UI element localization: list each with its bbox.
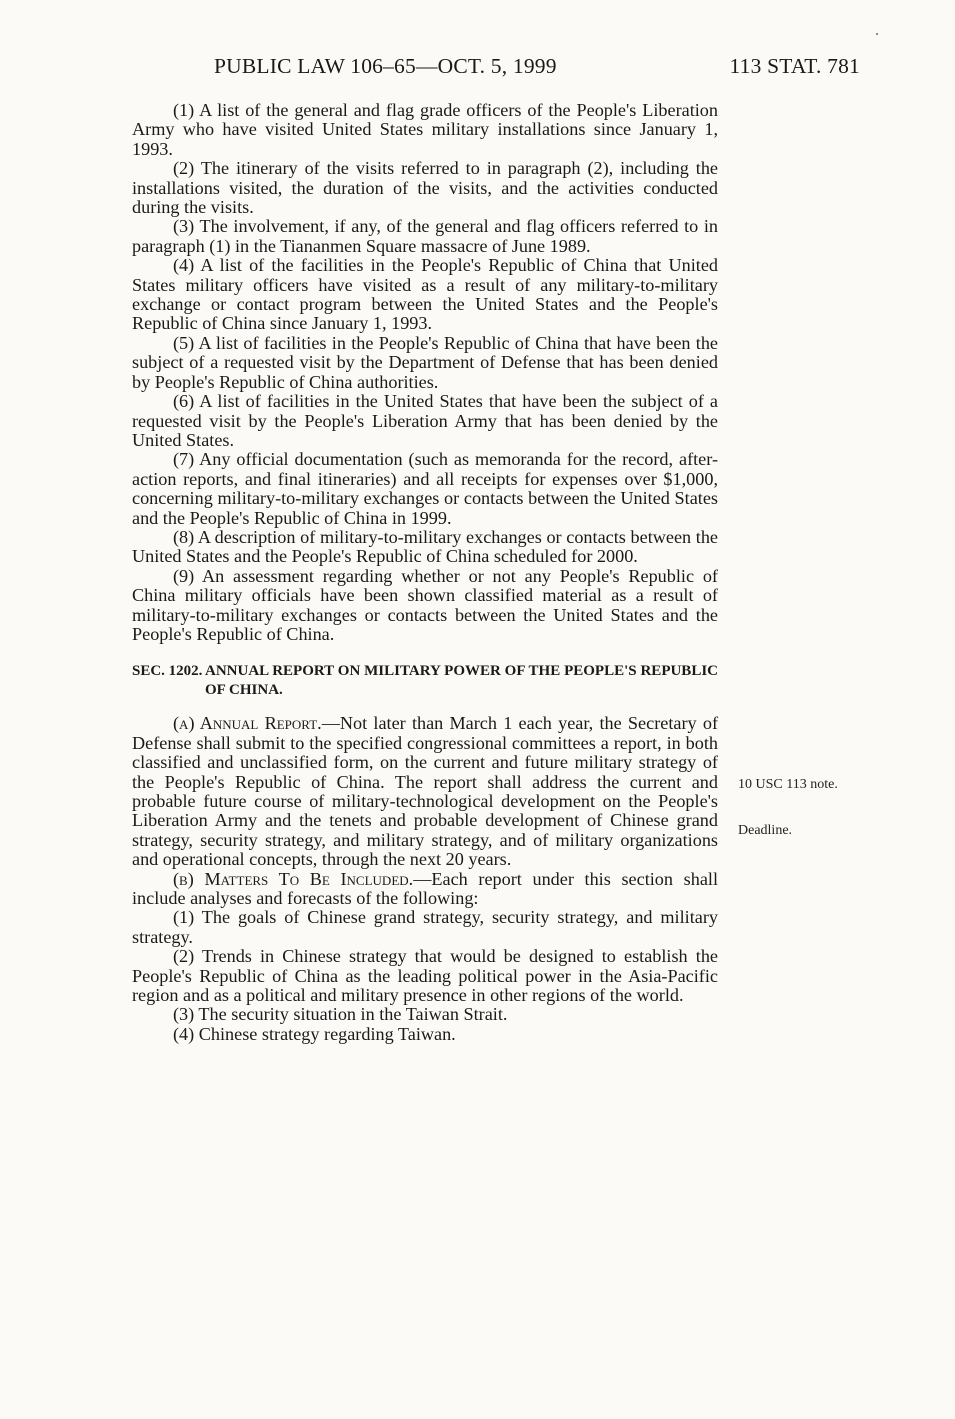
list-item: (4) Chinese strategy regarding Taiwan. [173, 1023, 456, 1044]
section-heading [132, 662, 718, 700]
margin-note-usc: 10 USC 113 note. [738, 777, 838, 792]
subsection-b-heading: (b) Matters To Be Included. [173, 868, 414, 889]
list-item: (1) A list of the general and flag grade officers of the People's Liberation Army who have visited United States military installations since January 1, 1993. [132, 100, 718, 159]
margin-note-deadline: Deadline. [738, 823, 793, 838]
page-header [214, 54, 860, 84]
section-title: ANNUAL REPORT ON MILITARY POWER OF THE PEOPLE'S REPUBLIC OF CHINA. [205, 663, 718, 699]
subsection-a-heading: (a) Annual Report. [173, 713, 322, 734]
list-item: (6) A list of facilities in the United States that have been the subject of a requested visit by the People's Liberation Army that has been denied by the United States. [132, 391, 718, 450]
list-item: (4) A list of the facilities in the People's Republic of China that United States military officers have visited as a result of any military-to-military exchange or contact program between the United States and the People's Republic of China since January 1, 1993. [132, 255, 718, 334]
header-law-citation: PUBLIC LAW 106–65—OCT. 5, 1999 [214, 54, 557, 78]
list-item: (8) A description of military-to-military exchanges or contacts between the United States and the People's Republic of China scheduled for 2000. [132, 526, 718, 567]
list-item: (2) The itinerary of the visits referred to in paragraph (2), including the installations visited, the duration of the visits, and the activities conducted during the visits. [132, 158, 718, 218]
list-item: (3) The involvement, if any, of the general and flag officers referred to in paragraph (1) in the Tiananmen Square massacre of June 1989. [132, 216, 718, 256]
list-item: (2) Trends in Chinese strategy that would be designed to establish the People's Republic of China as the leading political power in the Asia-Pacific region and as a political and military presence in other regions of the world. [132, 946, 718, 1006]
list-item: (3) The security situation in the Taiwan Strait. [173, 1004, 508, 1025]
section-number: SEC. 1202. [132, 663, 203, 680]
list-item: (9) An assessment regarding whether or not any People's Republic of China military officials have been shown classified material as a result of military-to-military exchanges or contacts between the United States and the People's Republic of China. [132, 565, 718, 644]
subsection-a [132, 714, 718, 869]
subsection-a-text: —Not later than March 1 each year, the Secretary of Defense shall submit to the specified congressional committees a report, in both classified and unclassified form, on the current and future military strategy of the People's Republic of China. The report shall address the current and probable future course of military-technological development on the People's Liberation Army and the tenets and probable development of Chinese grand strategy, security strategy, and military strategy, and of military organizations and operational concepts, through the next 20 years. [132, 713, 718, 870]
subsection-b [132, 870, 718, 909]
scan-speck [876, 33, 878, 35]
list-item: (1) The goals of Chinese grand strategy, security strategy, and military strategy. [132, 907, 718, 947]
list-item: (5) A list of facilities in the People's Republic of China that have been the subject of a requested visit by the Department of Defense that has been denied by People's Republic of China authorities. [132, 332, 718, 392]
document-body [132, 101, 718, 1044]
subsection-b-text: —Each report under this section shall include analyses and forecasts of the following: [132, 868, 718, 909]
header-stat-page: 113 STAT. 781 [729, 54, 860, 78]
list-item: (7) Any official documentation (such as memoranda for the record, after-action reports, and final itineraries) and all receipts for expenses over $1,000, concerning military-to-military exchanges or contacts between the United States and the People's Republic of China in 1999. [132, 449, 718, 528]
